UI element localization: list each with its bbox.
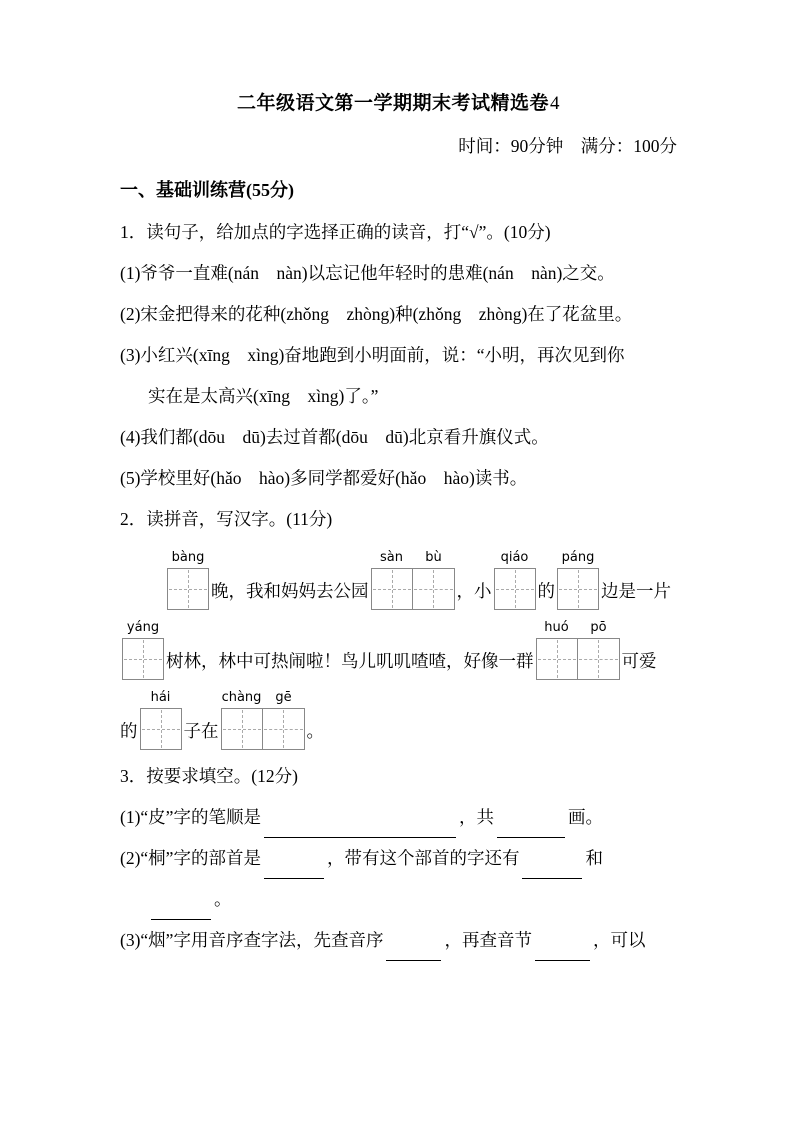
writing-grid-qiao [494,550,536,610]
pinyin-label: sàn [380,550,403,565]
q1-item-5: (5)学校里好(hǎo hào)多同学都爱好(hǎo hào)读书。 [120,468,528,488]
writing-grid-chang-ge [221,690,305,750]
q3-item2-text-mid: ，带有这个部首的字还有 [326,848,520,868]
q3-item2-text-pre: (2)“桐”字的部首是 [120,848,261,868]
grid-cell[interactable] [263,708,305,750]
pinyin-row [140,690,182,708]
section1-heading: 一、基础训练营(55分) [120,180,294,200]
q3-item-3 [120,920,677,961]
q3-item-2-line-1 [120,838,677,879]
sentence-text: 树林，林中可热闹啦！鸟儿叽叽喳喳，好像一群 [166,651,534,671]
pinyin-label: bù [425,550,442,565]
title-number: 4 [550,93,560,114]
character-grid [371,568,455,610]
sentence-text: ，小 [456,581,492,601]
q3-item1-text-mid: ，共 [458,807,494,827]
sentence-text: 子在 [183,721,219,741]
grid-cell[interactable] [167,568,209,610]
grid-cell[interactable] [140,708,182,750]
writing-grid-yang [122,620,164,680]
character-grid [122,638,164,680]
blank-line[interactable] [497,819,565,838]
pinyin-label: hái [150,690,171,705]
pinyin-row [221,690,305,708]
pinyin-label: gē [275,690,292,705]
page-title [120,88,677,115]
grid-cell[interactable] [221,708,263,750]
q3-item-2-line-2 [120,879,677,920]
pinyin-row [557,550,599,568]
grid-cell[interactable] [413,568,455,610]
pinyin-label: pō [590,620,607,635]
q1-item-3-line-1: (3)小红兴(xīng xìng)奋地跑到小明面前，说：“小明，再次见到你 [120,345,625,365]
q3-item1-text-post: 画。 [567,807,603,827]
q3-item1-text-pre: (1)“皮”字的笔顺是 [120,807,261,827]
blank-line[interactable] [151,901,211,920]
sentence-text: 晚，我和妈妈去公园 [211,581,369,601]
grid-cell[interactable] [536,638,578,680]
writing-grid-bang [167,550,209,610]
q1-item-4: (4)我们都(dōu dū)去过首都(dōu dū)北京看升旗仪式。 [120,427,549,447]
blank-line[interactable] [264,860,324,879]
q1-item-3-line-2: 实在是太高兴(xīng xìng)了。” [148,386,379,406]
writing-grid-hai [140,690,182,750]
q2-sentence-line-3 [120,690,677,750]
pinyin-label: chàng [221,690,262,705]
q3-item3-text-pre: (3)“烟”字用音序查字法，先查音序 [120,930,384,950]
pinyin-row [167,550,209,568]
character-grid [494,568,536,610]
writing-grid-huo-po [536,620,620,680]
blank-line[interactable] [386,942,441,961]
q2-sentence-line-1 [165,550,677,610]
q1-item-2: (2)宋金把得来的花种(zhǒng zhòng)种(zhǒng zhòng)在了花盆里。 [120,304,633,324]
character-grid [221,708,305,750]
q3-item-1 [120,797,677,838]
grid-cell[interactable] [371,568,413,610]
character-grid [140,708,182,750]
sentence-text: 的 [537,581,555,601]
pinyin-row [371,550,455,568]
grid-cell[interactable] [122,638,164,680]
q3-item2-text-end: 。 [214,889,232,909]
q2-stem: 2．读拼音，写汉字。(11分) [120,509,333,529]
pinyin-label: yáng [126,620,160,635]
character-grid [557,568,599,610]
q3-item3-text-post: ，可以 [592,930,646,950]
pinyin-row [122,620,164,638]
writing-grid-pang [557,550,599,610]
blank-line[interactable] [535,942,590,961]
sentence-text: 。 [306,721,324,741]
pinyin-label: huó [544,620,569,635]
q3-item2-text-and: 和 [585,848,603,868]
pinyin-row [536,620,620,638]
writing-grid-san-bu [371,550,455,610]
exam-meta: 时间：90分钟 满分：100分 [458,136,677,156]
q2-sentence-line-2 [120,620,677,680]
sentence-text: 边是一片 [601,581,671,601]
grid-cell[interactable] [578,638,620,680]
grid-cell[interactable] [494,568,536,610]
character-grid [536,638,620,680]
pinyin-row [494,550,536,568]
q3-stem: 3．按要求填空。(12分) [120,766,298,786]
sentence-text: 的 [120,721,138,741]
blank-line[interactable] [522,860,582,879]
pinyin-label: bàng [171,550,205,565]
title-text: 二年级语文第一学期期末考试精选卷 [236,93,549,114]
q1-item-1: (1)爷爷一直难(nán nàn)以忘记他年轻时的患难(nán nàn)之交。 [120,263,615,283]
q1-stem: 1．读句子，给加点的字选择正确的读音，打“√”。(10分) [120,222,551,242]
pinyin-label: páng [561,550,595,565]
blank-line[interactable] [264,819,456,838]
grid-cell[interactable] [557,568,599,610]
sentence-text: 可爱 [621,651,657,671]
character-grid [167,568,209,610]
q3-item3-text-mid: ，再查音节 [444,930,532,950]
pinyin-label: qiáo [500,550,529,565]
